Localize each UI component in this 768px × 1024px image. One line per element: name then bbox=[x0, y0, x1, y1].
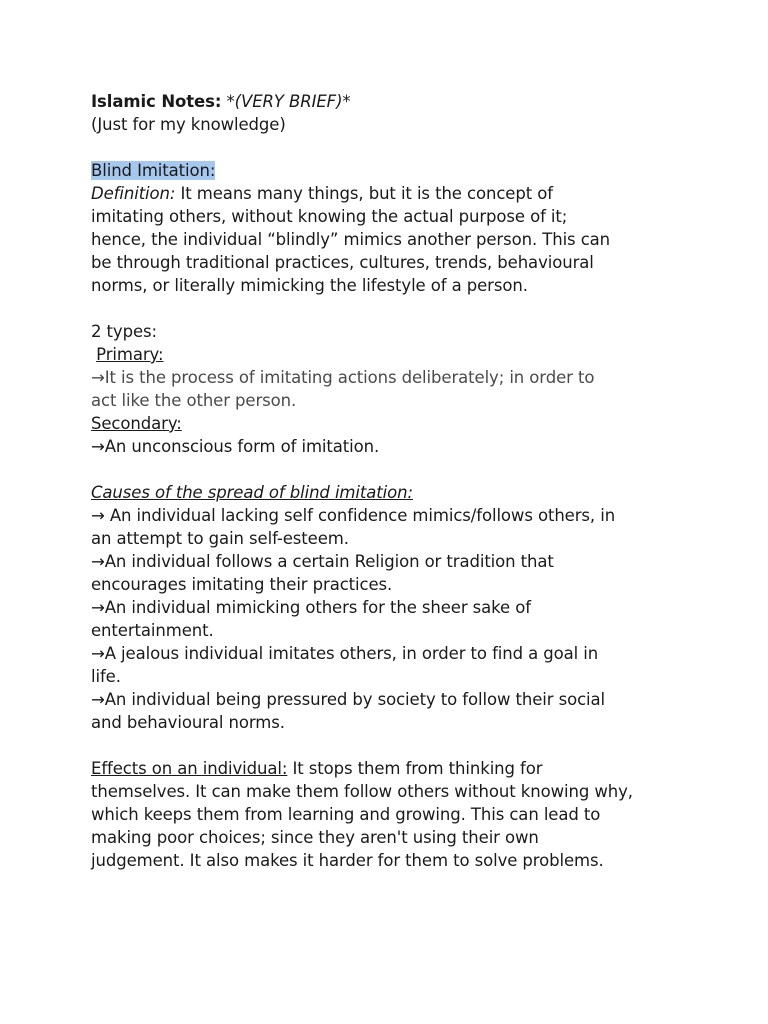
effects-heading: Effects on an individual: bbox=[91, 759, 288, 778]
document-title-line bbox=[91, 90, 691, 113]
spacer bbox=[91, 297, 691, 320]
causes-heading-line bbox=[91, 481, 691, 504]
spacer bbox=[91, 458, 691, 481]
causes-line: →A jealous individual imitates others, in order to find a goal in bbox=[91, 644, 599, 663]
causes-line: →An individual follows a certain Religion or tradition that bbox=[91, 552, 554, 571]
definition-line: hence, the individual “blindly” mimics another person. This can bbox=[91, 230, 611, 249]
secondary-line: →An unconscious form of imitation. bbox=[91, 437, 380, 456]
primary-line: →It is the process of imitating actions deliberately; in order to bbox=[91, 368, 595, 387]
definition-line bbox=[91, 182, 691, 205]
definition-line: be through traditional practices, cultures, trends, behavioural bbox=[91, 253, 594, 272]
effects-line: which keeps them from learning and growing. This can lead to bbox=[91, 805, 601, 824]
effects-line: making poor choices; since they aren't using their own bbox=[91, 828, 539, 847]
primary-heading: Primary: bbox=[96, 345, 164, 364]
secondary-heading: Secondary: bbox=[91, 414, 182, 433]
document-title: Islamic Notes: bbox=[91, 92, 222, 111]
section-heading-line bbox=[91, 159, 691, 182]
document-title-note: *(VERY BRIEF)* bbox=[221, 92, 351, 111]
definition-label: Definition: bbox=[91, 184, 176, 203]
causes-line: entertainment. bbox=[91, 621, 214, 640]
effects-line: themselves. It can make them follow others without knowing why, bbox=[91, 782, 633, 801]
causes-heading: Causes of the spread of blind imitation: bbox=[91, 483, 413, 502]
effects-first-line bbox=[91, 757, 691, 780]
definition-line: imitating others, without knowing the actual purpose of it; bbox=[91, 207, 568, 226]
causes-line: → An individual lacking self confidence mimics/follows others, in bbox=[91, 506, 616, 525]
spacer bbox=[91, 136, 691, 159]
spacer bbox=[91, 734, 691, 757]
document-page bbox=[91, 90, 691, 872]
causes-line: and behavioural norms. bbox=[91, 713, 285, 732]
causes-line: an attempt to gain self-esteem. bbox=[91, 529, 349, 548]
effects-text: It stops them from thinking for bbox=[287, 759, 543, 778]
causes-line: life. bbox=[91, 667, 121, 686]
causes-line: →An individual mimicking others for the sheer sake of bbox=[91, 598, 531, 617]
definition-text: It means many things, but it is the concept of bbox=[175, 184, 553, 203]
causes-line: →An individual being pressured by society to follow their social bbox=[91, 690, 606, 709]
document-subtitle: (Just for my knowledge) bbox=[91, 115, 286, 134]
section-heading-blind-imitation: Blind Imitation: bbox=[91, 161, 216, 180]
effects-line: judgement. It also makes it harder for them to solve problems. bbox=[91, 851, 604, 870]
secondary-heading-line bbox=[91, 412, 691, 435]
types-intro: 2 types: bbox=[91, 322, 157, 341]
primary-heading-line bbox=[91, 343, 691, 366]
primary-line: act like the other person. bbox=[91, 391, 297, 410]
definition-line: norms, or literally mimicking the lifestyle of a person. bbox=[91, 276, 528, 295]
causes-line: encourages imitating their practices. bbox=[91, 575, 393, 594]
